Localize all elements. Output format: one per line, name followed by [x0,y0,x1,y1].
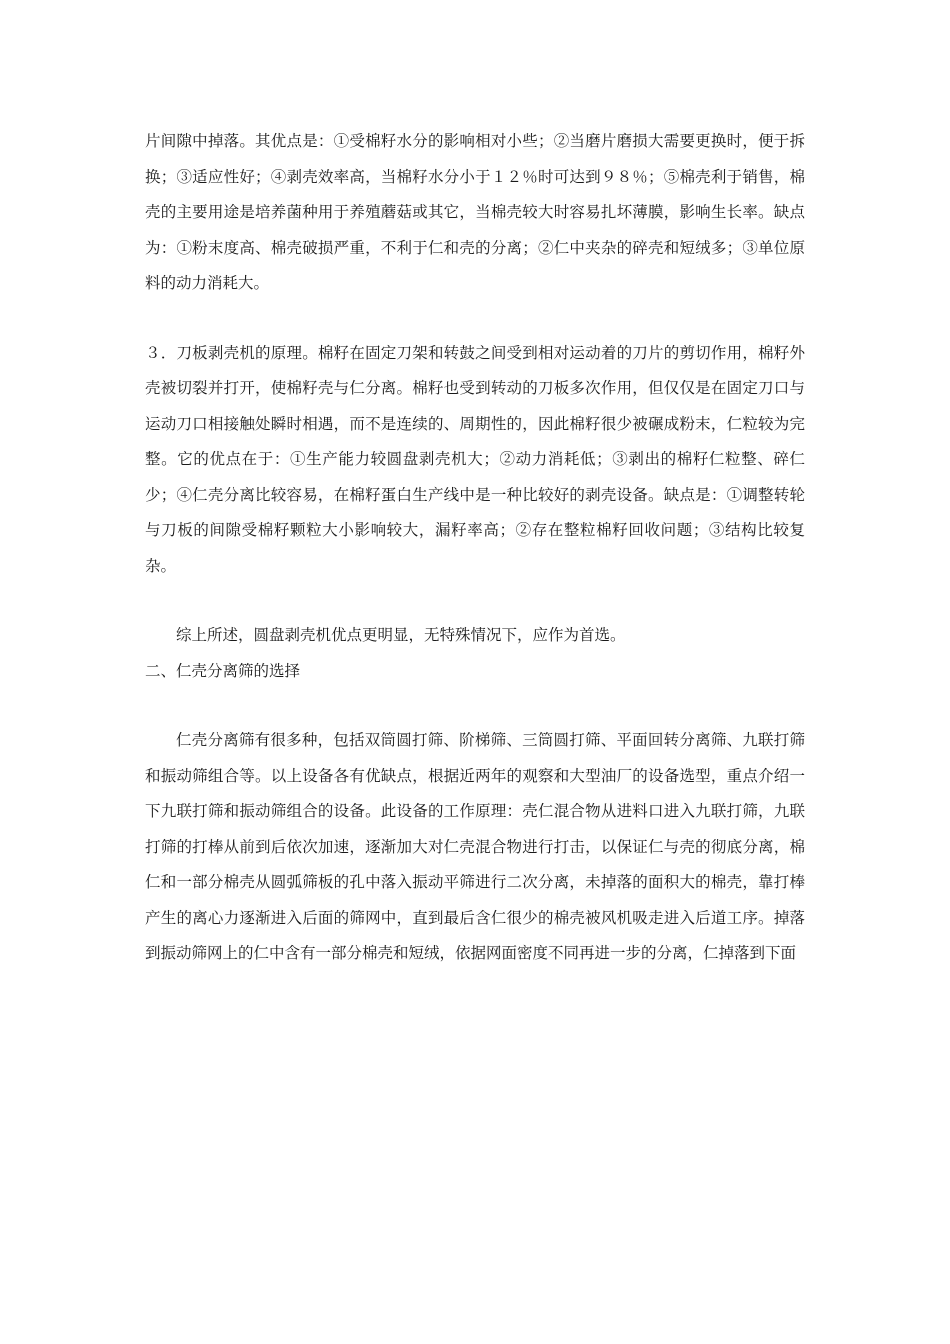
paragraph-separator-screen: 仁壳分离筛有很多种，包括双筒圆打筛、阶梯筛、三筒圆打筛、平面回转分离筛、九联打筛和振动筛组合等。以上设备各有优缺点，根据近两年的观察和大型油厂的设备选型，重点介绍一下九联打筛和振动筛组合的设备。此设备的工作原理：壳仁混合物从进料口进入九联打筛，九联打筛的打棒从前到后依次加速，逐渐加大对仁壳混合物进行打击，以保证仁与壳的彻底分离，棉仁和一部分棉壳从圆弧筛板的孔中落入振动平筛进行二次分离，未掉落的面积大的棉壳，靠打棒产生的离心力逐渐进入后面的筛网中，直到最后含仁很少的棉壳被风机吸走进入后道工序。掉落到振动筛网上的仁中含有一部分棉壳和短绒，依据网面密度不同再进一步的分离，仁掉落到下面 [145,731,805,962]
document-page [145,124,805,972]
paragraph-blade-huller-principle: ３．刀板剥壳机的原理。棉籽在固定刀架和转鼓之间受到相对运动着的刀片的剪切作用，棉籽外壳被切裂并打开，使棉籽壳与仁分离。棉籽也受到转动的刀板多次作用，但仅仅是在固定刀口与运动刀口相接触处瞬时相遇，而不是连续的、周期性的，因此棉籽很少被碾成粉末，仁粒较为完整。它的优点在于：①生产能力较圆盘剥壳机大；②动力消耗低；③剥出的棉籽仁粒整、碎仁少；④仁壳分离比较容易，在棉籽蛋白生产线中是一种比较好的剥壳设备。缺点是：①调整转轮与刀板的间隙受棉籽颗粒大小影响较大，漏籽率高；②存在整粒棉籽回收问题；③结构比较复杂。 [145,343,805,575]
paragraph-disc-huller-advantages: 片间隙中掉落。其优点是：①受棉籽水分的影响相对小些；②当磨片磨损大需要更换时，便于拆换；③适应性好；④剥壳效率高，当棉籽水分小于１２％时可达到９８％；⑤棉壳利于销售，棉壳的主要用途是培养菌种用于养殖蘑菇或其它，当棉壳较大时容易扎坏薄膜，影响生长率。缺点为：①粉末度高、棉壳破损严重，不利于仁和壳的分离；②仁中夹杂的碎壳和短绒多；③单位原料的动力消耗大。 [145,132,805,292]
paragraph-summary: 综上所述，圆盘剥壳机优点更明显，无特殊情况下，应作为首选。 [176,626,626,644]
section-heading: 二、仁壳分离筛的选择 [145,661,301,680]
